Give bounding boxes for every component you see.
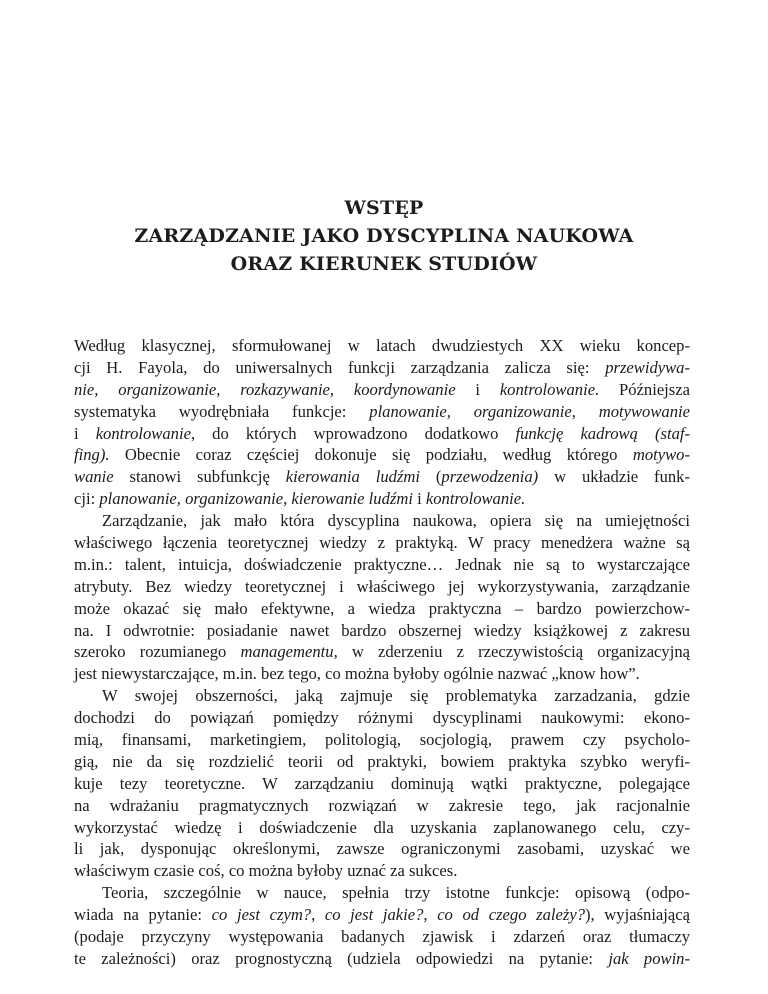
paragraph-line: [74, 860, 690, 882]
italic-text: motywo-: [632, 445, 690, 465]
text-run: (podaje przyczyny występowania badanych zjawisk i zdarzeń oraz tłumaczy: [74, 927, 690, 947]
body-text: [74, 335, 690, 970]
text-run: (: [419, 467, 442, 487]
paragraph-line: [74, 335, 690, 357]
italic-text: kierowania ludźmi: [285, 467, 420, 487]
paragraph-line: [74, 904, 690, 926]
chapter-heading: [60, 194, 708, 278]
paragraph-line: [74, 488, 690, 510]
text-run: i: [412, 489, 426, 509]
text-run: gią, nie da się rozdzielić teorii od praktyki, bowiem praktyka szybko weryfi-: [74, 751, 690, 771]
text-run: te zależności) oraz prognostyczną (udziela odpowiedzi na pytanie:: [74, 948, 609, 968]
paragraph-line: [74, 729, 690, 751]
text-run: na. I odwrotnie: posiadanie nawet bardzo obszernej wiedzy książkowej z zakresu: [74, 620, 690, 640]
text-run: Teoria, szczególnie w nauce, spełnia trzy istotne funkcje: opisową (odpo-: [102, 883, 690, 903]
paragraph-line: [74, 401, 690, 423]
text-run: w układzie funk-: [538, 467, 691, 487]
text-run: Obecnie coraz częściej dokonuje się podziału, według którego: [109, 445, 633, 465]
italic-text: kontrolowanie: [95, 423, 191, 443]
paragraph-line: [74, 795, 690, 817]
italic-text: kontrolowanie.: [499, 379, 600, 399]
paragraph-line: [74, 685, 690, 707]
paragraph-line: [74, 620, 690, 642]
text-run: na wdrażaniu pragmatycznych rozwiązań w zakresie tego, jak racjonalnie: [74, 795, 690, 815]
text-run: , w zderzeniu z rzeczywistością organizacyjną: [333, 642, 690, 662]
text-run: szeroko rozumianego: [74, 642, 241, 662]
paragraph-line: [74, 707, 690, 729]
text-run: systematyka wyodrębniała funkcje:: [74, 401, 370, 421]
text-run: może okazać się mało efektywne, a wiedza praktyczna – bardzo powierzchow-: [74, 598, 690, 618]
text-run: W swojej obszerności, jaką zajmuje się problematyka zarzadzania, gdzie: [102, 686, 690, 706]
paragraph-line: [74, 510, 690, 532]
italic-text: fing).: [74, 445, 110, 465]
italic-text: jak powin-: [608, 948, 690, 968]
paragraph-line: [74, 576, 690, 598]
paragraph-line: [74, 663, 690, 685]
italic-text: wanie: [74, 467, 114, 487]
italic-text: managementu: [240, 642, 334, 662]
heading-line: ZARZĄDZANIE JAKO DYSCYPLINA NAUKOWA: [134, 225, 634, 247]
text-run: właściwego łączenia teoretycznej wiedzy z praktyką. W pracy menedżera ważne są: [74, 533, 690, 553]
paragraph-line: [74, 926, 690, 948]
text-run: ), wyjaśniającą: [585, 905, 691, 925]
paragraph-line: [74, 554, 690, 576]
text-run: m.in.: talent, intuicja, doświadczenie praktyczne… Jednak nie są to wystarczające: [74, 554, 690, 574]
paragraph-line: [74, 357, 690, 379]
italic-text: kontrolowanie.: [425, 489, 526, 509]
text-run: Według klasycznej, sformułowanej w latach dwudziestych XX wieku koncep-: [74, 336, 690, 355]
italic-text: przewidywa-: [605, 357, 690, 377]
text-run: wiada na pytanie:: [74, 905, 212, 925]
paragraph-line: [74, 838, 690, 860]
paragraph-line: [74, 466, 690, 488]
italic-text: przewodzenia): [441, 467, 539, 487]
paragraph-line: [74, 444, 690, 466]
paragraph-line: [74, 773, 690, 795]
italic-text: planowanie, organizowanie, motywowanie: [369, 401, 690, 421]
paragraph-line: [74, 948, 690, 970]
text-run: wykorzystać wiedzę i doświadczenie dla uzyskania zaplanowanego celu, czy-: [74, 817, 690, 837]
paragraph-line: [74, 532, 690, 554]
text-run: atrybuty. Bez wiedzy teoretycznej i właściwego jej wykorzystywania, zarządzanie: [74, 576, 690, 596]
paragraph-line: [74, 751, 690, 773]
text-run: mią, finansami, marketingiem, politologią, socjologią, prawem czy psycholo-: [74, 730, 690, 750]
text-run: kuje tezy teoretyczne. W zarządzaniu dominują wątki praktyczne, polegające: [74, 773, 690, 793]
text-run: Późniejsza: [599, 379, 690, 399]
text-run: stanowi subfunkcję: [113, 467, 286, 487]
paragraph-line: [74, 379, 690, 401]
text-run: cji:: [74, 489, 100, 509]
paragraph-line: [74, 817, 690, 839]
text-run: dochodzi do powiązań pomiędzy różnymi dyscyplinami naukowymi: ekono-: [74, 708, 690, 728]
italic-text: planowanie, organizowanie, kierowanie ludźmi: [99, 489, 413, 509]
italic-text: co jest czym?, co jest jakie?, co od czego zależy?: [211, 905, 585, 925]
paragraph-line: [74, 598, 690, 620]
italic-text: nie, organizowanie, rozkazywanie, koordynowanie: [74, 379, 456, 399]
text-run: Zarządzanie, jak mało która dyscyplina naukowa, opiera się na umiejętności: [102, 511, 690, 531]
paragraph-line: [74, 423, 690, 445]
paragraph-line: [74, 882, 690, 904]
text-run: , do których wprowadzono dodatkowo: [190, 423, 516, 443]
text-run: i: [74, 423, 96, 443]
heading-line: ORAZ KIERUNEK STUDIÓW: [230, 253, 538, 275]
italic-text: funkcję kadrową (staf-: [515, 423, 691, 443]
text-run: cji H. Fayola, do uniwersalnych funkcji zarządzania zalicza się:: [74, 357, 606, 377]
text-run: li jak, dysponując określonymi, zawsze ograniczonymi zasobami, uzyskać we: [74, 839, 690, 859]
text-run: jest niewystarczające, m.in. bez tego, co można byłoby ogólnie nazwać „know how”.: [74, 664, 640, 684]
text-run: i: [455, 379, 500, 399]
text-run: właściwym czasie coś, co można byłoby uznać za sukces.: [74, 861, 458, 881]
heading-line: WSTĘP: [344, 197, 424, 219]
paragraph-line: [74, 641, 690, 663]
